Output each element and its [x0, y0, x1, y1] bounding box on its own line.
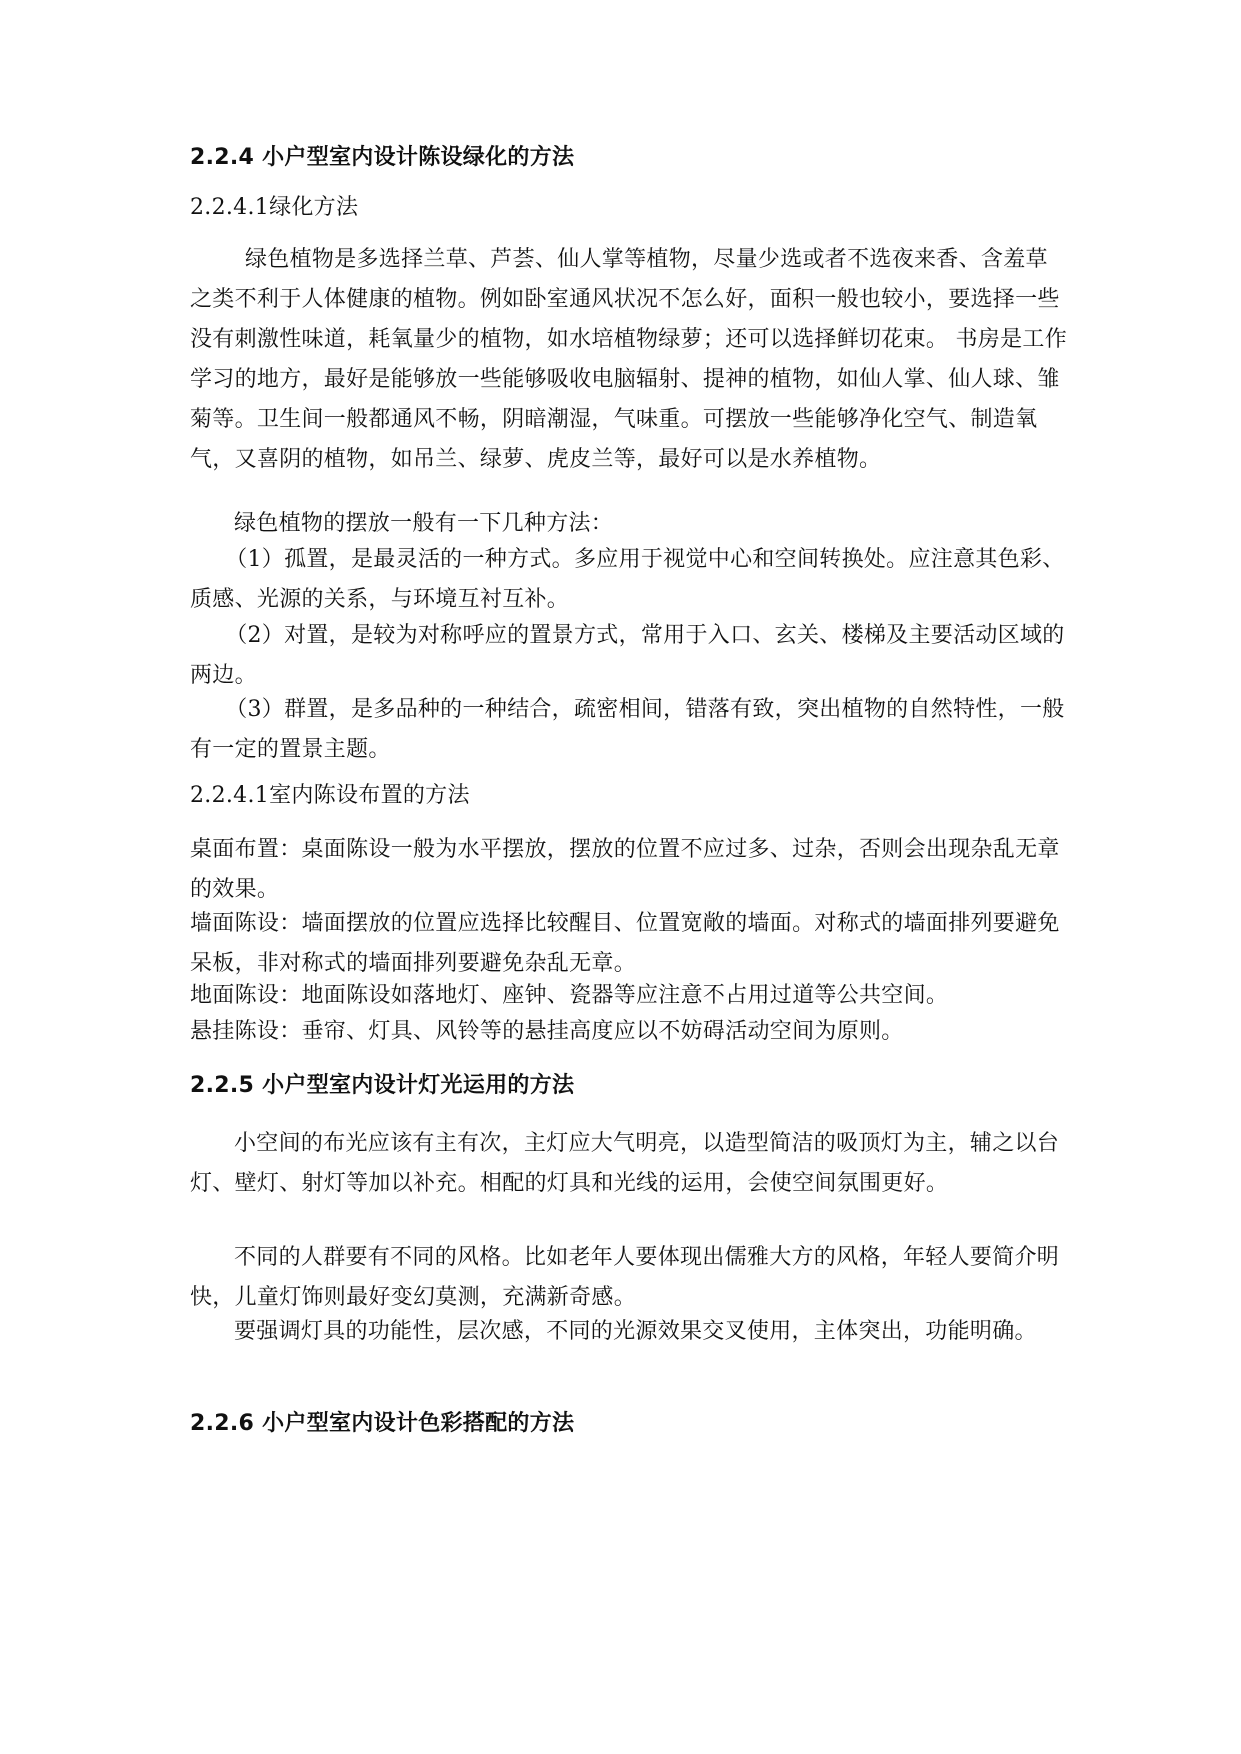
paragraph-method-isolated: （1）孤置，是最灵活的一种方式。多应用于视觉中心和空间转换处。应注意其色彩、质感、光源的关系，与环境互衬互补。 — [190, 547, 1065, 612]
paragraph-method-paired: （2）对置，是较为对称呼应的置景方式，常用于入口、玄关、楼梯及主要活动区域的两边。 — [190, 623, 1065, 688]
paragraph-floor-display: 地面陈设：地面陈设如落地灯、座钟、瓷器等应注意不占用过道等公共空间。 — [190, 983, 949, 1008]
paragraph-plants-selection: 绿色植物是多选择兰草、芦荟、仙人掌等植物，尽量少选或者不选夜来香、含羞草之类不利于人体健康的植物。例如卧室通风状况不怎么好，面积一般也较小，要选择一些没有刺激性味道，耗氧量少的植物，如水培植物绿萝；还可以选择鲜切花束。 书房是工作学习的地方，最好是能够放一些能够吸收电脑辐射、提神的植物，如仙人掌、仙人球、雏菊等。卫生间一般都通风不畅，阴暗潮湿，气味重。可摆放一些能够净化空气、制造氧气，又喜阴的植物，如吊兰、绿萝、虎皮兰等，最好可以是水养植物。 — [190, 247, 1067, 472]
paragraph-desk-layout: 桌面布置：桌面陈设一般为水平摆放，摆放的位置不应过多、过杂，否则会出现杂乱无章的效果。 — [190, 837, 1060, 902]
paragraph-method-grouped: （3）群置，是多品种的一种结合，疏密相间，错落有致，突出植物的自然特性，一般有一定的置景主题。 — [190, 697, 1065, 762]
section-heading-2-2-6: 2.2.6 小户型室内设计色彩搭配的方法 — [190, 1411, 575, 1436]
section-heading-2-2-5: 2.2.5 小户型室内设计灯光运用的方法 — [190, 1073, 575, 1098]
document-page — [190, 0, 1070, 1754]
paragraph-lighting-layout: 小空间的布光应该有主有次，主灯应大气明亮，以造型简洁的吸顶灯为主，辅之以台灯、壁灯、射灯等加以补充。相配的灯具和光线的运用，会使空间氛围更好。 — [190, 1131, 1060, 1196]
subsection-heading-furnishing-layout: 2.2.4.1室内陈设布置的方法 — [190, 783, 470, 808]
paragraph-wall-display: 墙面陈设：墙面摆放的位置应选择比较醒目、位置宽敞的墙面。对称式的墙面排列要避免呆板，非对称式的墙面排列要避免杂乱无章。 — [190, 911, 1060, 976]
paragraph-lighting-style: 不同的人群要有不同的风格。比如老年人要体现出儒雅大方的风格，年轻人要简介明快，儿童灯饰则最好变幻莫测，充满新奇感。 — [190, 1245, 1060, 1310]
subsection-heading-greening-method: 2.2.4.1绿化方法 — [190, 195, 359, 220]
section-heading-2-2-4: 2.2.4 小户型室内设计陈设绿化的方法 — [190, 145, 575, 170]
paragraph-placement-intro: 绿色植物的摆放一般有一下几种方法： — [234, 511, 614, 536]
paragraph-hanging-display: 悬挂陈设：垂帘、灯具、风铃等的悬挂高度应以不妨碍活动空间为原则。 — [190, 1019, 904, 1044]
paragraph-lighting-function: 要强调灯具的功能性，层次感，不同的光源效果交叉使用，主体突出，功能明确。 — [234, 1319, 1037, 1344]
